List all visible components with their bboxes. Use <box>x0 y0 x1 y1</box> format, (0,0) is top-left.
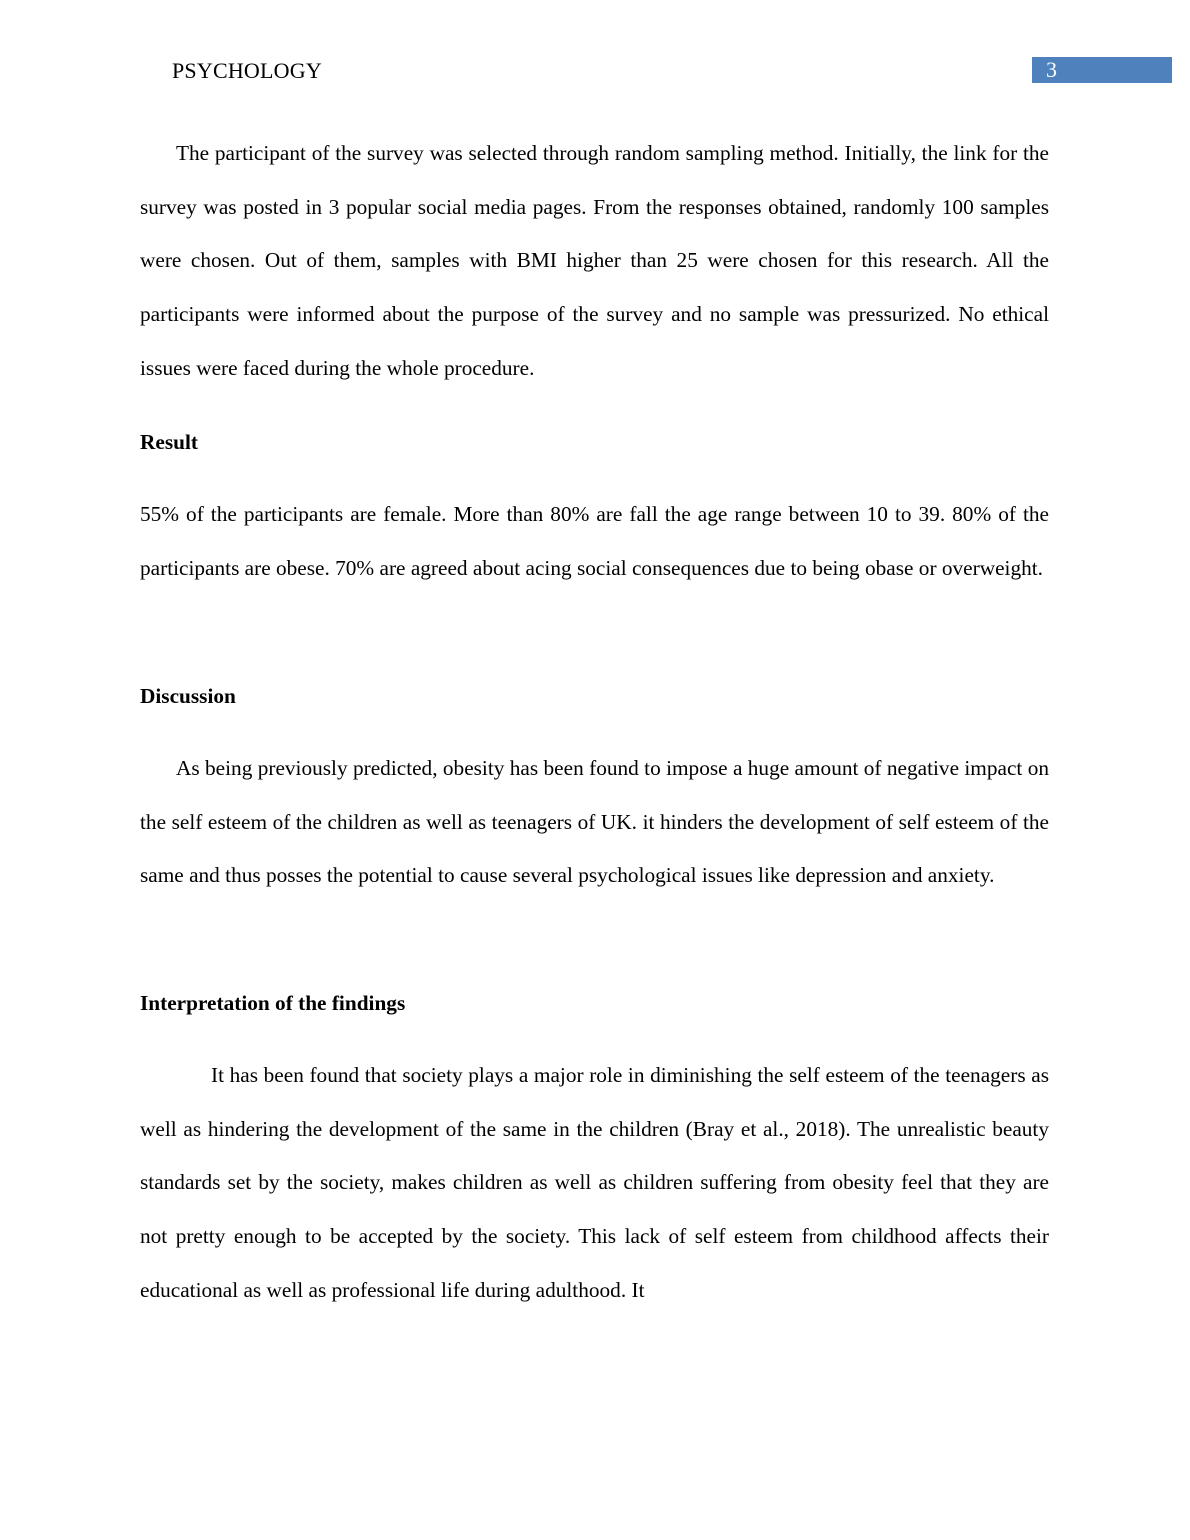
page-number: 3 <box>1046 57 1057 82</box>
interpretation-paragraph: It has been found that society plays a major role in diminishing the self esteem of the teenagers as well as hindering the development of the same in the children (Bray et al., 2018). The unrealistic beauty standards set by the society, makes children as well as children suffering from obesity feel that they are not pretty enough to be accepted by the society. This lack of self esteem from childhood affects their educational as well as professional life during adulthood. It <box>140 1063 1049 1302</box>
page-number-box <box>1032 57 1172 83</box>
running-head: PSYCHOLOGY <box>172 58 322 83</box>
interpretation-heading: Interpretation of the findings <box>140 991 406 1015</box>
result-heading: Result <box>140 430 198 454</box>
discussion-paragraph: As being previously predicted, obesity has been found to impose a huge amount of negative impact on the self esteem of the children as well as teenagers of UK. it hinders the development of self esteem of the same and thus posses the potential to cause several psychological issues like depression and anxiety. <box>140 756 1049 888</box>
discussion-heading: Discussion <box>140 684 236 708</box>
intro-paragraph: The participant of the survey was selected through random sampling method. Initially, the link for the survey was posted in 3 popular social media pages. From the responses obtained, randomly 100 samples were chosen. Out of them, samples with BMI higher than 25 were chosen for this research. All the participants were informed about the purpose of the survey and no sample was pressurized. No ethical issues were faced during the whole procedure. <box>140 141 1049 380</box>
result-paragraph: 55% of the participants are female. More than 80% are fall the age range between 10 to 39. 80% of the participants are obese. 70% are agreed about acing social consequences due to being obase or overweight. <box>140 502 1049 580</box>
